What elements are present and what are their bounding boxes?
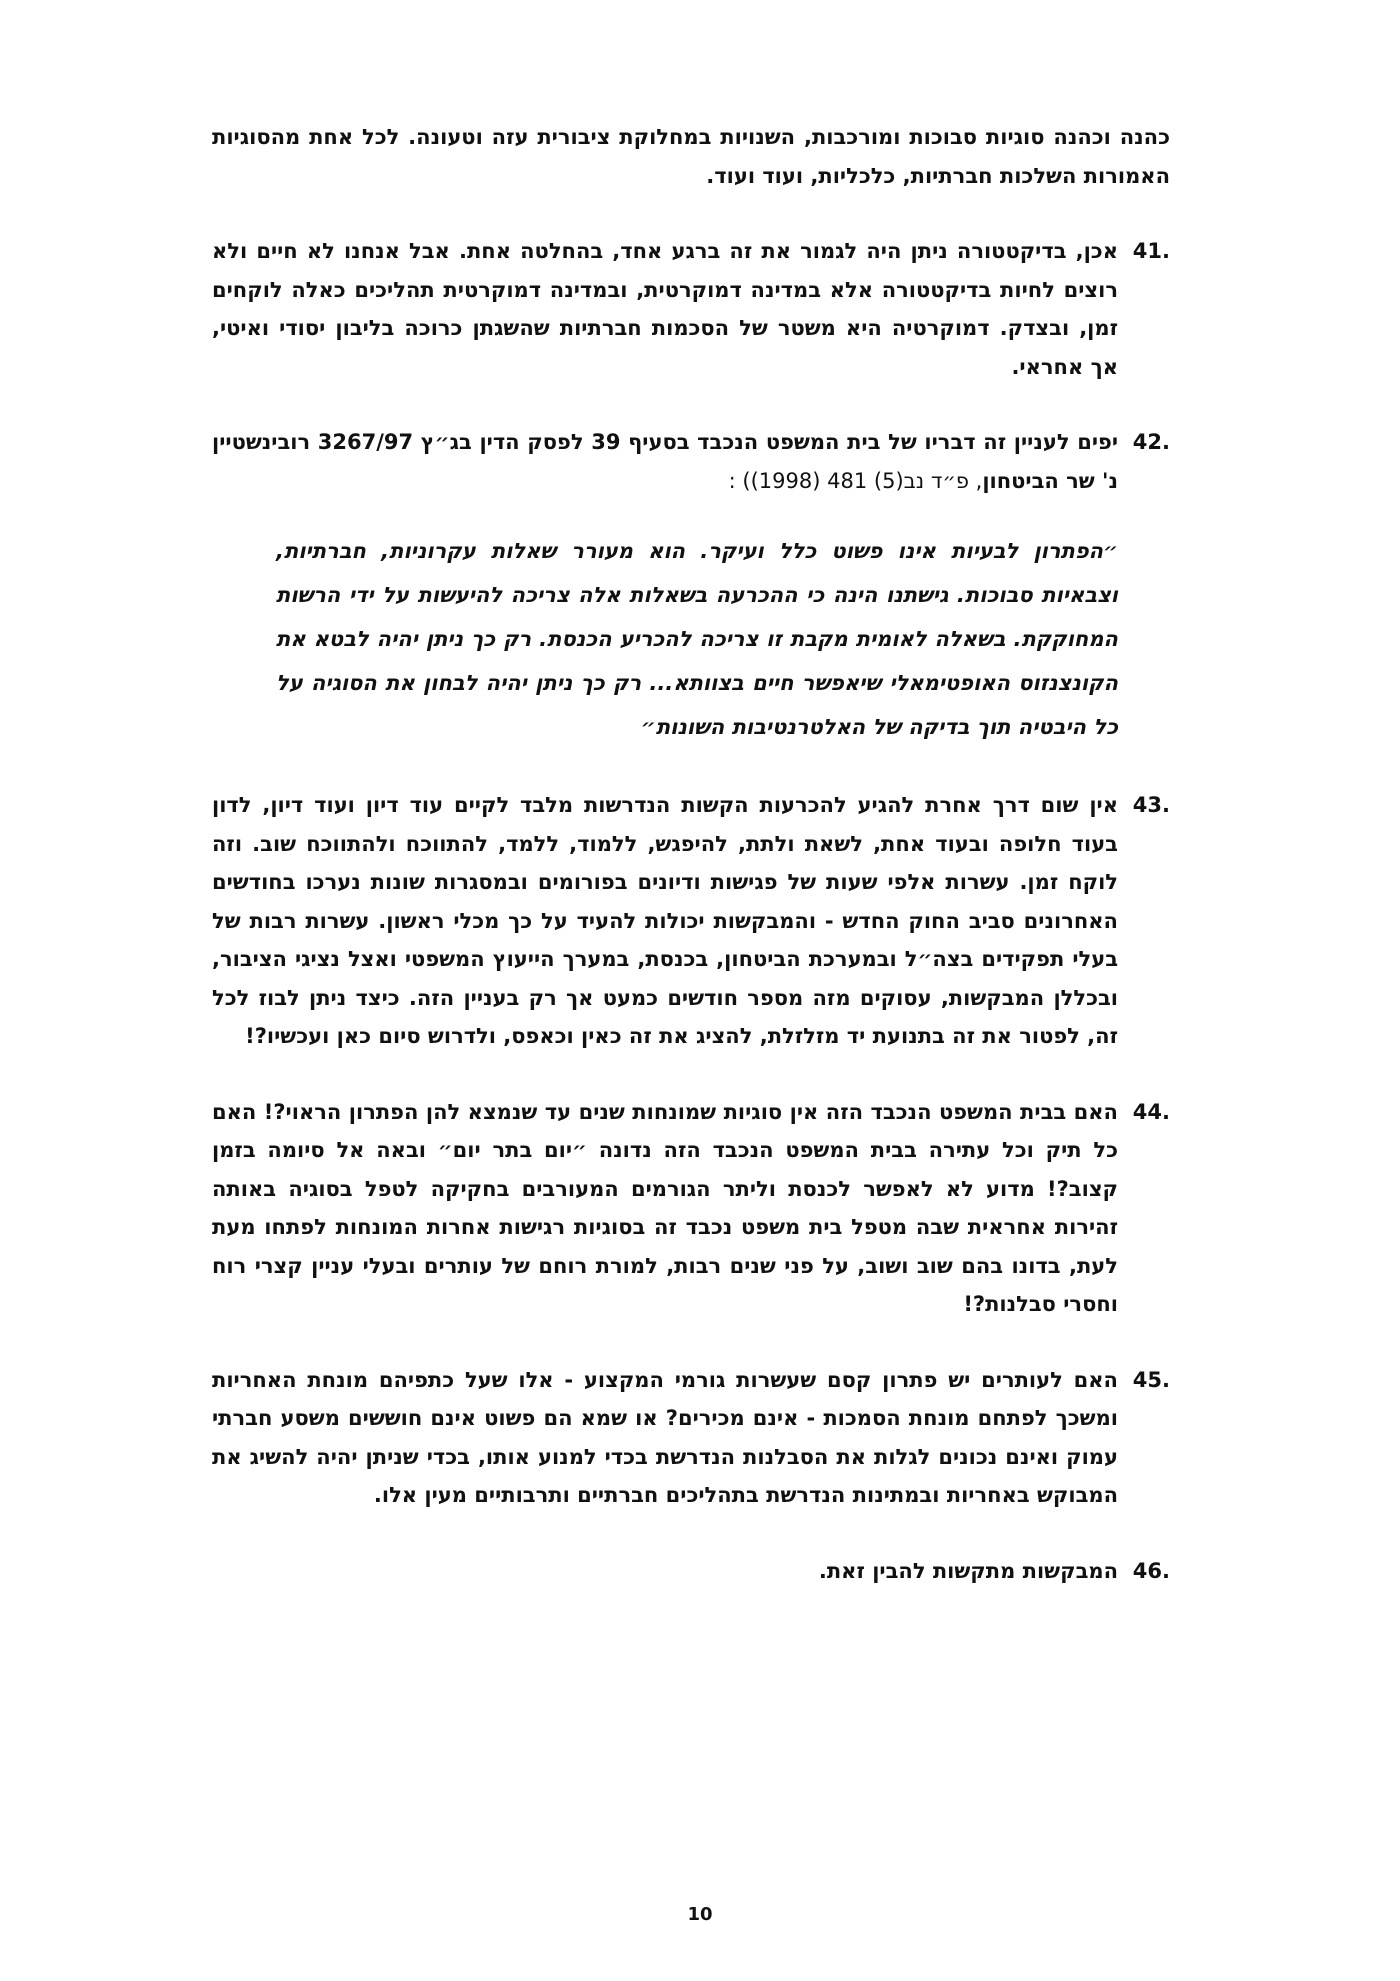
- paragraph-text: אכן, בדיקטטורה ניתן היה לגמור את זה ברגע אחד, בהחלטה אחת. אבל אנחנו לא חיים ולא רוצים לחיות בדיקטטורה אלא במדינה דמוקרטית, ובמדינה דמוקרטית תהליכים כאלה לוקחים זמן, ובצדק. דמוקרטיה היא משטר של הסכמות חברתיות שהשגתן כרוכה בליבון יסודי ואיטי, אך אחראי.: [212, 239, 1118, 379]
- case-name: רובינשטיין נ' שר הביטחון: [212, 430, 1118, 493]
- intro-paragraph: כהנה וכהנה סוגיות סבוכות ומורכבות, השנויות במחלוקת ציבורית עזה וטעונה. לכל אחת מהסוגיות האמורות השלכות חברתיות, כלכליות, ועוד ועוד.: [212, 125, 1170, 188]
- paragraph-number: 45.: [1132, 1367, 1170, 1392]
- paragraph-number: 46.: [1132, 1558, 1170, 1583]
- paragraph-text: אין שום דרך אחרת להגיע להכרעות הקשות הנדרשות מלבד לקיים עוד דיון ועוד דיון, לדון בעוד חלופה ובעוד אחת, לשאת ולתת, להיפגש, ללמוד, ללמד, להתווכח ולהתווכח שוב. וזה לוקח זמן. עשרות אלפי שעות של פגישות ודיונים בפורומים ובמסגרות שונות נערכו בחודשים האחרונים סביב החוק החדש - והמבקשות יכולות להעיד על כך מכלי ראשון. עשרות רבות של בעלי תפקידים בצה״ל ובמערכת הביטחון, בכנסת, במערך הייעוץ המשפטי ואצל נציגי הציבור, ובכללן המבקשות, עסוקים מזה מספר חודשים כמעט אך רק בעניין הזה. כיצד ניתן לבוז לכל זה, לפטור את זה בתנועת יד מזלזלת, להציג את זה כאין וכאפס, ולדרוש סיום כאן ועכשיו?!: [212, 793, 1118, 1048]
- page-number: 10: [687, 1904, 713, 1925]
- paragraph-text: המבקשות מתקשות להבין זאת.: [818, 1558, 1118, 1583]
- paragraph-44: [212, 1093, 1170, 1324]
- paragraph-text: האם בבית המשפט הנכבד הזה אין סוגיות שמונחות שנים עד שנמצא להן הפתרון הראוי?! האם כל תיק וכל עתירה בבית המשפט הנכבד הזה נדונה ״יום בתר יום״ ובאה אל סיומה בזמן קצוב?! מדוע לא לאפשר לכנסת וליתר הגורמים המעורבים בחקיקה לטפל בסוגיה באותה זהירות אחראית שבה מטפל בית משפט נכבד זה בסוגיות רגישות אחרות המונחות לפתחו מעת לעת, בדונו בהם שוב ושוב, על פני שנים רבות, למורת רוחם של עותרים ובעלי עניין קצרי רוח וחסרי סבלנות?!: [212, 1099, 1118, 1316]
- paragraph-42: [212, 423, 1170, 500]
- paragraph-number: 44.: [1132, 1099, 1170, 1124]
- paragraph-text: האם לעותרים יש פתרון קסם שעשרות גורמי המקצוע - אלו שעל כתפיהם מונחת האחריות ומשכך לפתחם מונחת הסמכות - אינם מכירים? או שמא הם פשוט אינם חוששים משסע חברתי עמוק ואינם נכונים לגלות את הסבלנות הנדרשת בכדי למנוע אותו, בכדי שניתן יהיה להשיג את המבוקש באחריות ובמתינות הנדרשת בתהליכים חברתיים ותרבותיים מעין אלו.: [212, 1367, 1118, 1507]
- paragraph-43: [212, 786, 1170, 1056]
- paragraph-41: [212, 232, 1170, 386]
- paragraph-46: [212, 1552, 1170, 1591]
- paragraph-45: [212, 1361, 1170, 1515]
- paragraph-number: 42.: [1132, 430, 1170, 454]
- paragraph-number: 41.: [1132, 239, 1170, 263]
- document-body: [212, 118, 1170, 1627]
- paragraph-number: 43.: [1132, 793, 1170, 817]
- case-citation: , פ״ד נב(5) 481 (1998)) :: [728, 468, 983, 493]
- block-quote: ״הפתרון לבעיות אינו פשוט כלל ועיקר. הוא מעורר שאלות עקרוניות, חברתיות, וצבאיות סבוכות. גישתנו הינה כי ההכרעה בשאלות אלה צריכה להיעשות על ידי הרשות המחוקקת. בשאלה לאומית מקבת זו צריכה להכריע הכנסת. רק כך ניתן יהיה לבטא את הקונצנזוס האופטימאלי שיאפשר חיים בצוותא... רק כך ניתן יהיה לבחון את הסוגיה על כל היבטיה תוך בדיקה של האלטרנטיבות השונות״: [276, 539, 1118, 739]
- paragraph-text: יפים לעניין זה דבריו של בית המשפט הנכבד בסעיף 39 לפסק הדין בג״ץ 3267/97: [317, 430, 1119, 454]
